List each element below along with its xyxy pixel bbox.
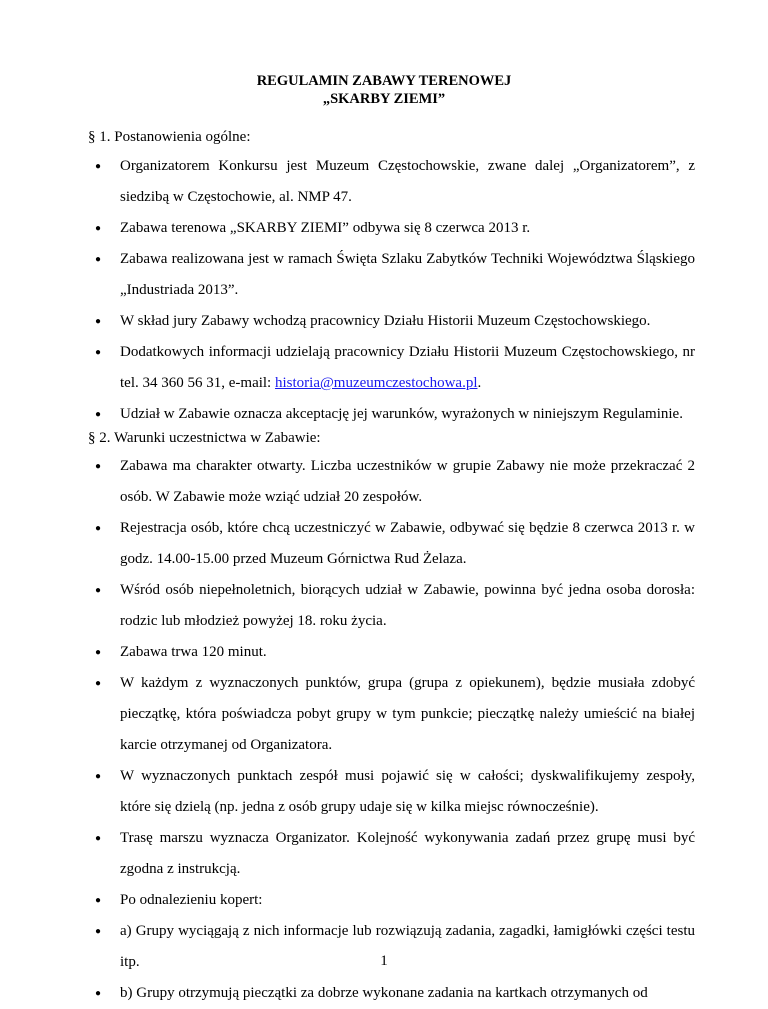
document-title-line2: „SKARBY ZIEMI” [322,91,446,107]
list-item: ● Trasę marszu wyznacza Organizator. Kolejność wykonywania zadań przez grupę musi być zgodna z instrukcją. [0,823,768,885]
bullet-icon: ● [95,926,102,937]
list-item: ● Dodatkowych informacji udzielają pracownicy Działu Historii Muzeum Częstochowskiego, nr tel. 34 360 56 31, e-mail: historia@muzeumczestochowa.pl. [0,337,768,399]
section2-list [0,451,768,1009]
list-item: ● Zabawa terenowa „SKARBY ZIEMI” odbywa się 8 czerwca 2013 r. [0,213,768,244]
list-item: ● Wśród osób niepełnoletnich, biorących udział w Zabawie, powinna być jedna osoba dorosła: rodzic lub młodzież powyżej 18. roku życia. [0,575,768,637]
bullet-icon: ● [95,409,102,420]
bullet-icon: ● [95,647,102,658]
list-item: ● Rejestracja osób, które chcą uczestniczyć w Zabawie, odbywać się będzie 8 czerwca 2013 r. w godz. 14.00-15.00 przed Muzeum Górnictwa Rud Żelaza. [0,513,768,575]
section2-heading: § 2. Warunki uczestnictwa w Zabawie: [88,430,321,446]
bullet-icon: ● [95,461,102,472]
bullet-icon: ● [95,523,102,534]
bullet-icon: ● [95,161,102,172]
bullet-icon: ● [95,678,102,689]
bullet-icon: ● [95,585,102,596]
bullet-icon: ● [95,316,102,327]
bullet-icon: ● [95,833,102,844]
section1-list [0,151,768,430]
bullet-icon: ● [95,988,102,999]
bullet-icon: ● [95,223,102,234]
list-item: ● Organizatorem Konkursu jest Muzeum Częstochowskie, zwane dalej „Organizatorem”, z siedzibą w Częstochowie, al. NMP 47. [0,151,768,213]
list-item: ● Zabawa realizowana jest w ramach Święta Szlaku Zabytków Techniki Województwa Śląskiego „Industriada 2013”. [0,244,768,306]
list-item: ● Zabawa ma charakter otwarty. Liczba uczestników w grupie Zabawy nie może przekraczać 2 osób. W Zabawie może wziąć udział 20 zespołów. [0,451,768,513]
list-item: ● W każdym z wyznaczonych punktów, grupa (grupa z opiekunem), będzie musiała zdobyć pieczątkę, która poświadcza pobyt grupy w tym punkcie; pieczątkę należy umieścić na białej karcie otrzymanej od Organizatora. [0,668,768,761]
section1-heading: § 1. Postanowienia ogólne: [88,129,251,145]
bullet-icon: ● [95,895,102,906]
bullet-icon: ● [95,254,102,265]
list-item: ● b) Grupy otrzymują pieczątki za dobrze wykonane zadania na kartkach otrzymanych od [0,978,768,1009]
document-title-line1: REGULAMIN ZABAWY TERENOWEJ [256,73,512,89]
email-link[interactable]: historia@muzeumczestochowa.pl [274,375,478,391]
list-item: ● Udział w Zabawie oznacza akceptację jej warunków, wyrażonych w niniejszym Regulaminie. [0,399,768,430]
page-number: 1 [380,953,388,969]
bullet-icon: ● [95,771,102,782]
list-item: ● W skład jury Zabawy wchodzą pracownicy Działu Historii Muzeum Częstochowskiego. [0,306,768,337]
bullet-icon: ● [95,347,102,358]
list-item: ● a) Grupy wyciągają z nich informacje lub rozwiązują zadania, zagadki, łamigłówki części testu itp. [0,916,768,978]
list-item: ● W wyznaczonych punktach zespół musi pojawić się w całości; dyskwalifikujemy zespoły, które się dzielą (np. jedna z osób grupy udaje się w kilka miejsc równocześnie). [0,761,768,823]
list-item: ● Zabawa trwa 120 minut. [0,637,768,668]
list-item: ● Po odnalezieniu kopert: [0,885,768,916]
